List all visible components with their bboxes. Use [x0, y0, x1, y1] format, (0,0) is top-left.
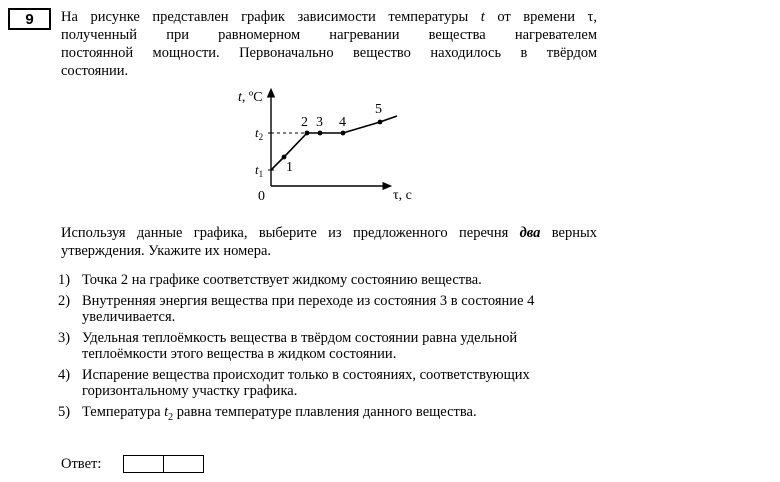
option-text: Точка 2 на графике соответствует жидкому состоянию вещества. — [82, 272, 482, 288]
options-list — [58, 272, 603, 430]
option-number: 2) — [58, 292, 71, 309]
point-label-1: 1 — [286, 160, 293, 175]
point-3 — [318, 131, 323, 136]
point-label-2: 2 — [301, 115, 308, 130]
answer-cell-2[interactable] — [163, 455, 204, 473]
option-5 — [58, 404, 603, 426]
point-2 — [305, 131, 310, 136]
t1-label: $t_1$ — [255, 162, 264, 179]
point-label-4: 4 — [339, 115, 346, 130]
x-axis-label: τ, c — [393, 188, 412, 203]
task-number: 9 — [8, 8, 51, 30]
option-text: Удельная теплоёмкость вещества в твёрдом состоянии равна удельной теплоёмкости этого вещества в жидком состоянии. — [82, 329, 518, 362]
answer-label: Ответ: — [61, 456, 102, 472]
intro-line-3: постоянной мощности. Первоначально вещество находилось в твёрдом — [61, 45, 597, 61]
option-number: 3) — [58, 329, 71, 346]
point-1 — [282, 155, 287, 160]
option-number: 5) — [58, 403, 71, 420]
question-line-2: утверждения. Укажите их номера. — [61, 243, 272, 259]
option-number: 1) — [58, 272, 71, 288]
point-label-3: 3 — [316, 115, 323, 130]
option-text: Испарение вещества происходит только в состояниях, соответствующих горизонтальному участку графика. — [82, 366, 530, 399]
y-axis-label: t, ºC — [238, 90, 263, 105]
point-5 — [378, 120, 383, 125]
option-2 — [58, 293, 603, 326]
intro-line-4: состоянии. — [61, 63, 129, 79]
origin-label: 0 — [258, 189, 265, 204]
intro-line-1: На рисунке представлен график зависимости температуры t от времени τ, — [61, 9, 597, 25]
option-text: Внутренняя энергия вещества при переходе из состояния 3 в состояние 4 увеличивается. — [82, 292, 535, 325]
option-3 — [58, 330, 603, 363]
option-4 — [58, 367, 603, 400]
intro-line-2: полученный при равномерном нагревании вещества нагревателем — [61, 27, 597, 43]
point-4 — [341, 131, 346, 136]
option-1 — [58, 272, 603, 289]
task-question — [61, 224, 597, 260]
option-text: Температура $t_2$ равна температуре плавления данного вещества. — [82, 403, 477, 423]
answer-cell-1[interactable] — [123, 455, 164, 473]
point-label-5: 5 — [375, 102, 382, 117]
option-number: 4) — [58, 366, 71, 383]
t2-label: $t_2$ — [255, 125, 264, 142]
question-line-1: Используя данные графика, выберите из предложенного перечня два верных — [61, 225, 597, 241]
